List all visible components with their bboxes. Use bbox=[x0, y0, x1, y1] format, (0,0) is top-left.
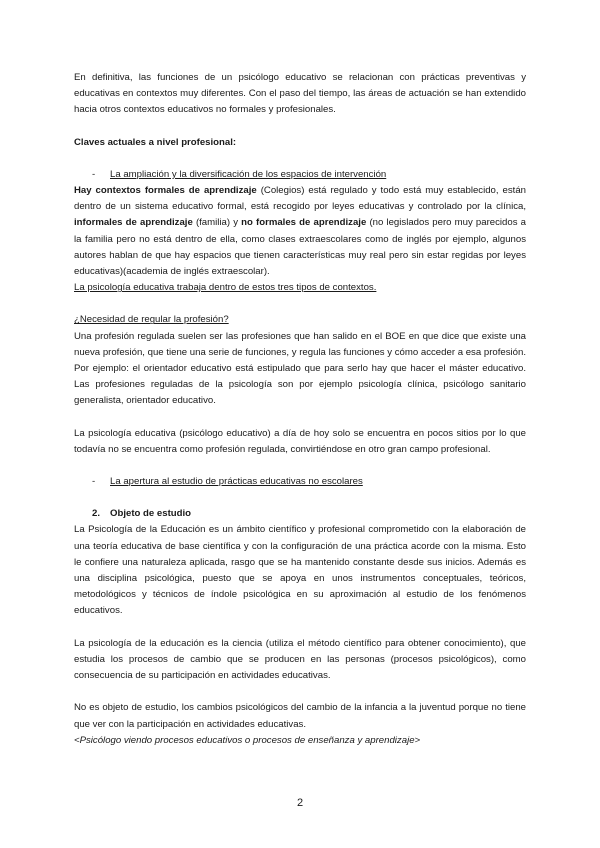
bullet-ampliacion-text: La ampliación y la diversificación de los espacios de intervención bbox=[110, 168, 387, 180]
intro-paragraph: En definitiva, las funciones de un psicólogo educativo se relacionan con prácticas preventivas y educativas en contextos muy diferentes. Con el paso del tiempo, las áreas de actuación se han extendido hacia otros contextos educativos no formales y profesionales. bbox=[74, 72, 526, 116]
regular-paragraph: Una profesión regulada suelen ser las profesiones que han salido en el BOE en que dice que existe una nueva profesión, que tiene una serie de funciones, y regula las funciones y cómo acceder a esa profesión. Por ejemplo: el orientador educativo está estipulado que para serlo hay que hacer el máster educativo. Las profesiones reguladas de la psicología son por ejemplo psicología clínica, psicólogo sanitario generalista, orientador educativo. bbox=[74, 330, 526, 407]
claves-heading: Claves actuales a nivel profesional: bbox=[74, 136, 237, 148]
objeto-italic-note: <Psicólogo viendo procesos educativos o procesos de enseñanza y aprendizaje> bbox=[74, 734, 421, 746]
bullet-apertura-text: La apertura al estudio de prácticas educativas no escolares bbox=[110, 476, 363, 488]
bullet-ampliacion bbox=[74, 167, 526, 183]
bullet-apertura bbox=[74, 474, 526, 490]
contextos-formales-label: Hay contextos formales de aprendizaje bbox=[74, 185, 257, 197]
objeto-number: 2. bbox=[92, 508, 101, 520]
contextos-text-3: (no legislados pero muy parecidos a la familia pero no está dentro de ella, como clases extraescolares como de inglés por ejemplo, algunos autores hablan de que hay espacios que tienen características muy real pero sin estar regidas por leyes educativas)(academia de inglés extraescolar). bbox=[74, 217, 526, 278]
contextos-informales-label: informales de aprendizaje bbox=[74, 217, 193, 229]
bullet-dash: - bbox=[92, 168, 96, 180]
contextos-no-formales-label: no formales de aprendizaje bbox=[241, 217, 367, 229]
objeto-heading bbox=[74, 506, 526, 522]
objeto-title: Objeto de estudio bbox=[110, 508, 192, 520]
bullet-dash: - bbox=[92, 476, 96, 488]
contextos-underline: La psicología educativa trabaja dentro de estos tres tipos de contextos. bbox=[74, 282, 377, 294]
psico-educativa-paragraph: La psicología educativa (psicólogo educativo) a día de hoy solo se encuentra en pocos sitios por lo que todavía no se encuentra como profesión regulada, convirtiéndose en otro gran campo profesional. bbox=[74, 427, 526, 455]
objeto-paragraph-1: La Psicología de la Educación es un ámbito científico y profesional comprometido con la elaboración de una teoría educativa de base científica y con la configuración de una práctica acorde con la misma. Esto le confiere una naturaleza aplicada, rasgo que se ha mantenido constante desde sus inicios. Además es una disciplina psicológica, puesto que se apoya en unos instrumentos conceptuales, teóricos, metodológicos y técnicos de índole psicológica en su aproximación al estudio de los fenómenos educativos. bbox=[74, 524, 526, 617]
contextos-paragraph bbox=[74, 183, 526, 280]
contextos-text-2: (familia) y bbox=[192, 217, 242, 229]
page-number: 2 bbox=[296, 797, 304, 809]
regular-question: ¿Necesidad de regular la profesión? bbox=[74, 314, 229, 326]
contextos-text-1: (Colegios) está regulado y todo está muy establecido, están dentro de un sistema educativo formal, está recogido por leyes educativas y controlado por la clínica, bbox=[74, 185, 526, 213]
objeto-paragraph-3: No es objeto de estudio, los cambios psicológicos del cambio de la infancia a la juventud porque no tiene que ver con la participación en actividades educativas. bbox=[74, 702, 526, 730]
objeto-paragraph-2: La psicología de la educación es la ciencia (utiliza el método científico para obtener conocimiento), que estudia los procesos de cambio que se producen en las personas (procesos psicológicos), como consecuencia de su participación en actividades educativas. bbox=[74, 637, 526, 682]
